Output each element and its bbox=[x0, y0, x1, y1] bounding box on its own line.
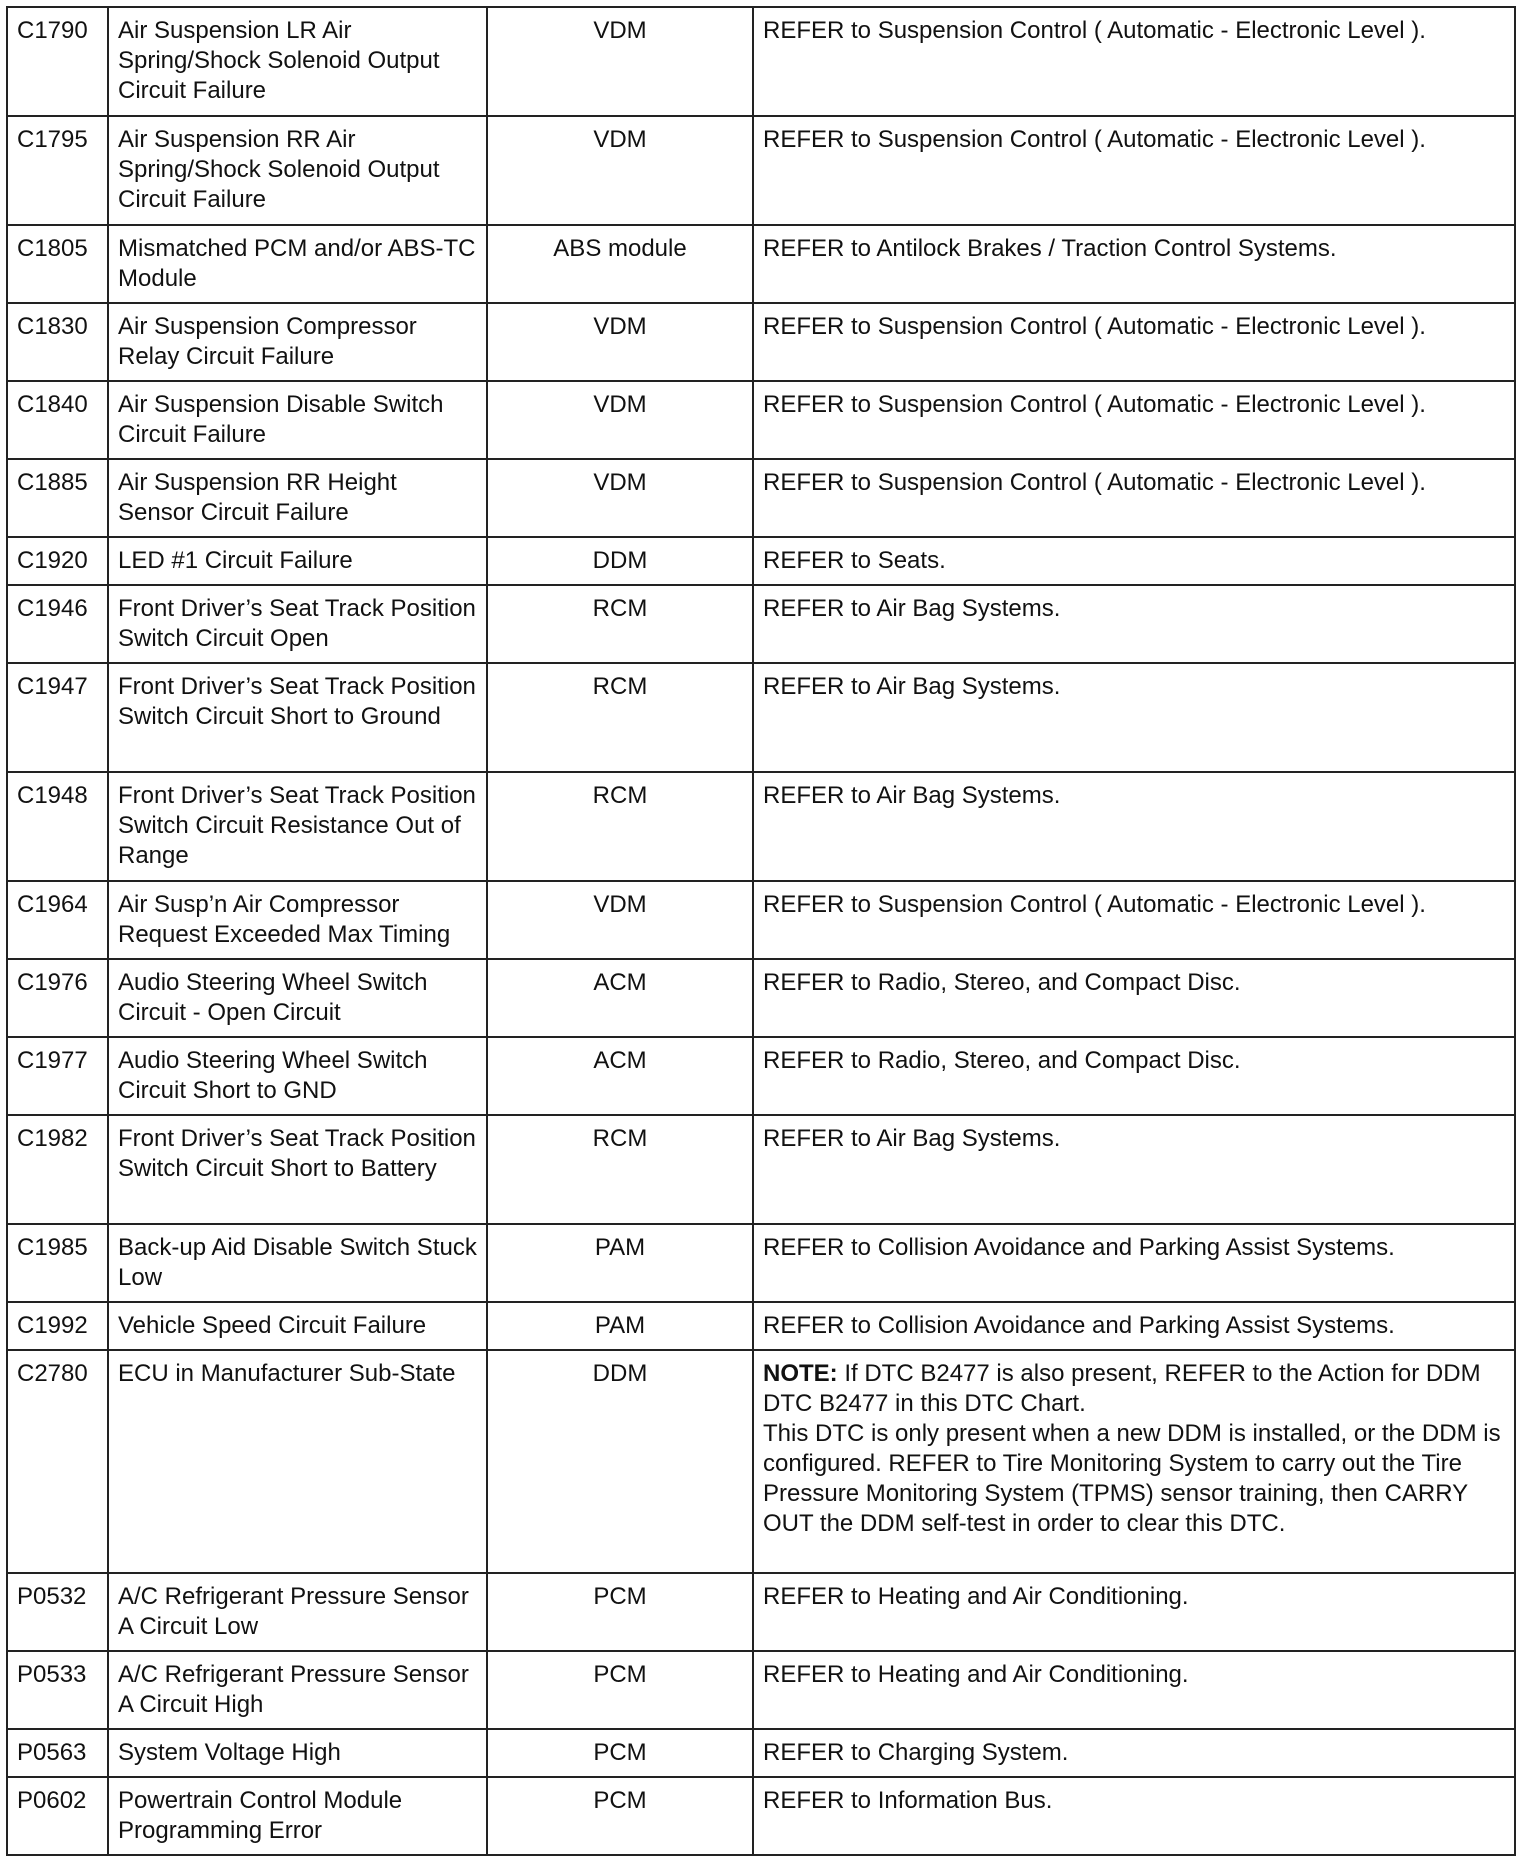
dtc-action: REFER to Antilock Brakes / Traction Control Systems. bbox=[753, 225, 1515, 303]
dtc-action: REFER to Suspension Control ( Automatic - Electronic Level ). bbox=[753, 881, 1515, 959]
dtc-module: PAM bbox=[487, 1302, 753, 1350]
dtc-description: Front Driver’s Seat Track Position Switch Circuit Open bbox=[108, 585, 487, 663]
dtc-action: REFER to Collision Avoidance and Parking Assist Systems. bbox=[753, 1302, 1515, 1350]
dtc-module: RCM bbox=[487, 772, 753, 881]
dtc-description: LED #1 Circuit Failure bbox=[108, 537, 487, 585]
dtc-code: C1840 bbox=[7, 381, 108, 459]
dtc-code: C1977 bbox=[7, 1037, 108, 1115]
dtc-module: VDM bbox=[487, 381, 753, 459]
note-text: If DTC B2477 is also present, REFER to the Action for DDM DTC B2477 in this DTC Chart. bbox=[763, 1360, 1481, 1417]
table-row bbox=[7, 116, 1515, 225]
dtc-code: P0602 bbox=[7, 1777, 108, 1855]
dtc-action: REFER to Charging System. bbox=[753, 1729, 1515, 1777]
dtc-action: REFER to Air Bag Systems. bbox=[753, 663, 1515, 772]
dtc-module: RCM bbox=[487, 585, 753, 663]
table-row bbox=[7, 1302, 1515, 1350]
table-row bbox=[7, 585, 1515, 663]
dtc-code: C1985 bbox=[7, 1224, 108, 1302]
table-row bbox=[7, 225, 1515, 303]
dtc-code: C2780 bbox=[7, 1350, 108, 1573]
table-row bbox=[7, 1115, 1515, 1224]
dtc-action: REFER to Heating and Air Conditioning. bbox=[753, 1651, 1515, 1729]
dtc-code: C1964 bbox=[7, 881, 108, 959]
dtc-module: PCM bbox=[487, 1573, 753, 1651]
dtc-module: PCM bbox=[487, 1777, 753, 1855]
dtc-module: VDM bbox=[487, 459, 753, 537]
table-row bbox=[7, 381, 1515, 459]
dtc-description: Audio Steering Wheel Switch Circuit Short to GND bbox=[108, 1037, 487, 1115]
dtc-description: Audio Steering Wheel Switch Circuit - Open Circuit bbox=[108, 959, 487, 1037]
table-row bbox=[7, 1573, 1515, 1651]
dtc-module: VDM bbox=[487, 303, 753, 381]
dtc-description: Mismatched PCM and/or ABS-TC Module bbox=[108, 225, 487, 303]
table-row bbox=[7, 303, 1515, 381]
dtc-description: Air Suspension RR Height Sensor Circuit Failure bbox=[108, 459, 487, 537]
dtc-code: C1982 bbox=[7, 1115, 108, 1224]
dtc-code: C1920 bbox=[7, 537, 108, 585]
table-row bbox=[7, 1037, 1515, 1115]
dtc-module: PCM bbox=[487, 1729, 753, 1777]
dtc-module: RCM bbox=[487, 1115, 753, 1224]
dtc-action: REFER to Radio, Stereo, and Compact Disc. bbox=[753, 959, 1515, 1037]
dtc-module: PAM bbox=[487, 1224, 753, 1302]
dtc-module: ACM bbox=[487, 1037, 753, 1115]
dtc-description: Powertrain Control Module Programming Error bbox=[108, 1777, 487, 1855]
dtc-description: System Voltage High bbox=[108, 1729, 487, 1777]
table-row bbox=[7, 1224, 1515, 1302]
dtc-description: Air Susp’n Air Compressor Request Exceeded Max Timing bbox=[108, 881, 487, 959]
dtc-action: REFER to Information Bus. bbox=[753, 1777, 1515, 1855]
dtc-code: P0533 bbox=[7, 1651, 108, 1729]
dtc-action: REFER to Heating and Air Conditioning. bbox=[753, 1573, 1515, 1651]
dtc-description: Air Suspension Disable Switch Circuit Failure bbox=[108, 381, 487, 459]
dtc-module: DDM bbox=[487, 537, 753, 585]
dtc-module: PCM bbox=[487, 1651, 753, 1729]
dtc-action-text: This DTC is only present when a new DDM is installed, or the DDM is configured. REFER to Tire Monitoring System to carry out the Tire Pressure Monitoring System (TPMS) sensor training, then CARRY OUT the DDM self-test in order to clear this DTC. bbox=[763, 1420, 1501, 1537]
dtc-description: Front Driver’s Seat Track Position Switch Circuit Resistance Out of Range bbox=[108, 772, 487, 881]
dtc-code: C1790 bbox=[7, 7, 108, 116]
dtc-description: Front Driver’s Seat Track Position Switch Circuit Short to Battery bbox=[108, 1115, 487, 1224]
dtc-action: REFER to Suspension Control ( Automatic - Electronic Level ). bbox=[753, 381, 1515, 459]
dtc-description: Vehicle Speed Circuit Failure bbox=[108, 1302, 487, 1350]
dtc-code: C1885 bbox=[7, 459, 108, 537]
table-row bbox=[7, 537, 1515, 585]
dtc-code: C1795 bbox=[7, 116, 108, 225]
dtc-code: C1948 bbox=[7, 772, 108, 881]
dtc-description: Air Suspension LR Air Spring/Shock Solenoid Output Circuit Failure bbox=[108, 7, 487, 116]
dtc-code: C1830 bbox=[7, 303, 108, 381]
dtc-action: REFER to Suspension Control ( Automatic - Electronic Level ). bbox=[753, 459, 1515, 537]
dtc-code: P0563 bbox=[7, 1729, 108, 1777]
dtc-action: REFER to Collision Avoidance and Parking Assist Systems. bbox=[753, 1224, 1515, 1302]
dtc-description: Air Suspension RR Air Spring/Shock Solenoid Output Circuit Failure bbox=[108, 116, 487, 225]
table-row bbox=[7, 959, 1515, 1037]
dtc-description: ECU in Manufacturer Sub-State bbox=[108, 1350, 487, 1573]
dtc-description: Air Suspension Compressor Relay Circuit Failure bbox=[108, 303, 487, 381]
dtc-table bbox=[6, 6, 1516, 1856]
dtc-module: ABS module bbox=[487, 225, 753, 303]
dtc-module: ACM bbox=[487, 959, 753, 1037]
dtc-module: VDM bbox=[487, 116, 753, 225]
note-label: NOTE: bbox=[763, 1360, 838, 1387]
table-row bbox=[7, 1350, 1515, 1573]
table-row bbox=[7, 7, 1515, 116]
dtc-module: VDM bbox=[487, 881, 753, 959]
dtc-code: C1805 bbox=[7, 225, 108, 303]
table-row bbox=[7, 1651, 1515, 1729]
table-row bbox=[7, 1777, 1515, 1855]
dtc-module: DDM bbox=[487, 1350, 753, 1573]
dtc-code: C1992 bbox=[7, 1302, 108, 1350]
dtc-code: C1946 bbox=[7, 585, 108, 663]
dtc-action: REFER to Radio, Stereo, and Compact Disc. bbox=[753, 1037, 1515, 1115]
dtc-note bbox=[763, 1359, 1505, 1419]
dtc-code: C1947 bbox=[7, 663, 108, 772]
table-row bbox=[7, 663, 1515, 772]
dtc-action: REFER to Suspension Control ( Automatic - Electronic Level ). bbox=[753, 303, 1515, 381]
table-row bbox=[7, 881, 1515, 959]
dtc-action: REFER to Suspension Control ( Automatic - Electronic Level ). bbox=[753, 7, 1515, 116]
table-row bbox=[7, 772, 1515, 881]
dtc-module: VDM bbox=[487, 7, 753, 116]
table-row bbox=[7, 459, 1515, 537]
dtc-action: REFER to Suspension Control ( Automatic - Electronic Level ). bbox=[753, 116, 1515, 225]
dtc-action: REFER to Air Bag Systems. bbox=[753, 585, 1515, 663]
dtc-action bbox=[753, 1350, 1515, 1573]
dtc-action: REFER to Seats. bbox=[753, 537, 1515, 585]
dtc-action: REFER to Air Bag Systems. bbox=[753, 1115, 1515, 1224]
table-row bbox=[7, 1729, 1515, 1777]
dtc-action: REFER to Air Bag Systems. bbox=[753, 772, 1515, 881]
dtc-code: C1976 bbox=[7, 959, 108, 1037]
dtc-description: A/C Refrigerant Pressure Sensor A Circuit High bbox=[108, 1651, 487, 1729]
dtc-description: Back-up Aid Disable Switch Stuck Low bbox=[108, 1224, 487, 1302]
dtc-description: Front Driver’s Seat Track Position Switch Circuit Short to Ground bbox=[108, 663, 487, 772]
dtc-description: A/C Refrigerant Pressure Sensor A Circuit Low bbox=[108, 1573, 487, 1651]
dtc-code: P0532 bbox=[7, 1573, 108, 1651]
dtc-module: RCM bbox=[487, 663, 753, 772]
